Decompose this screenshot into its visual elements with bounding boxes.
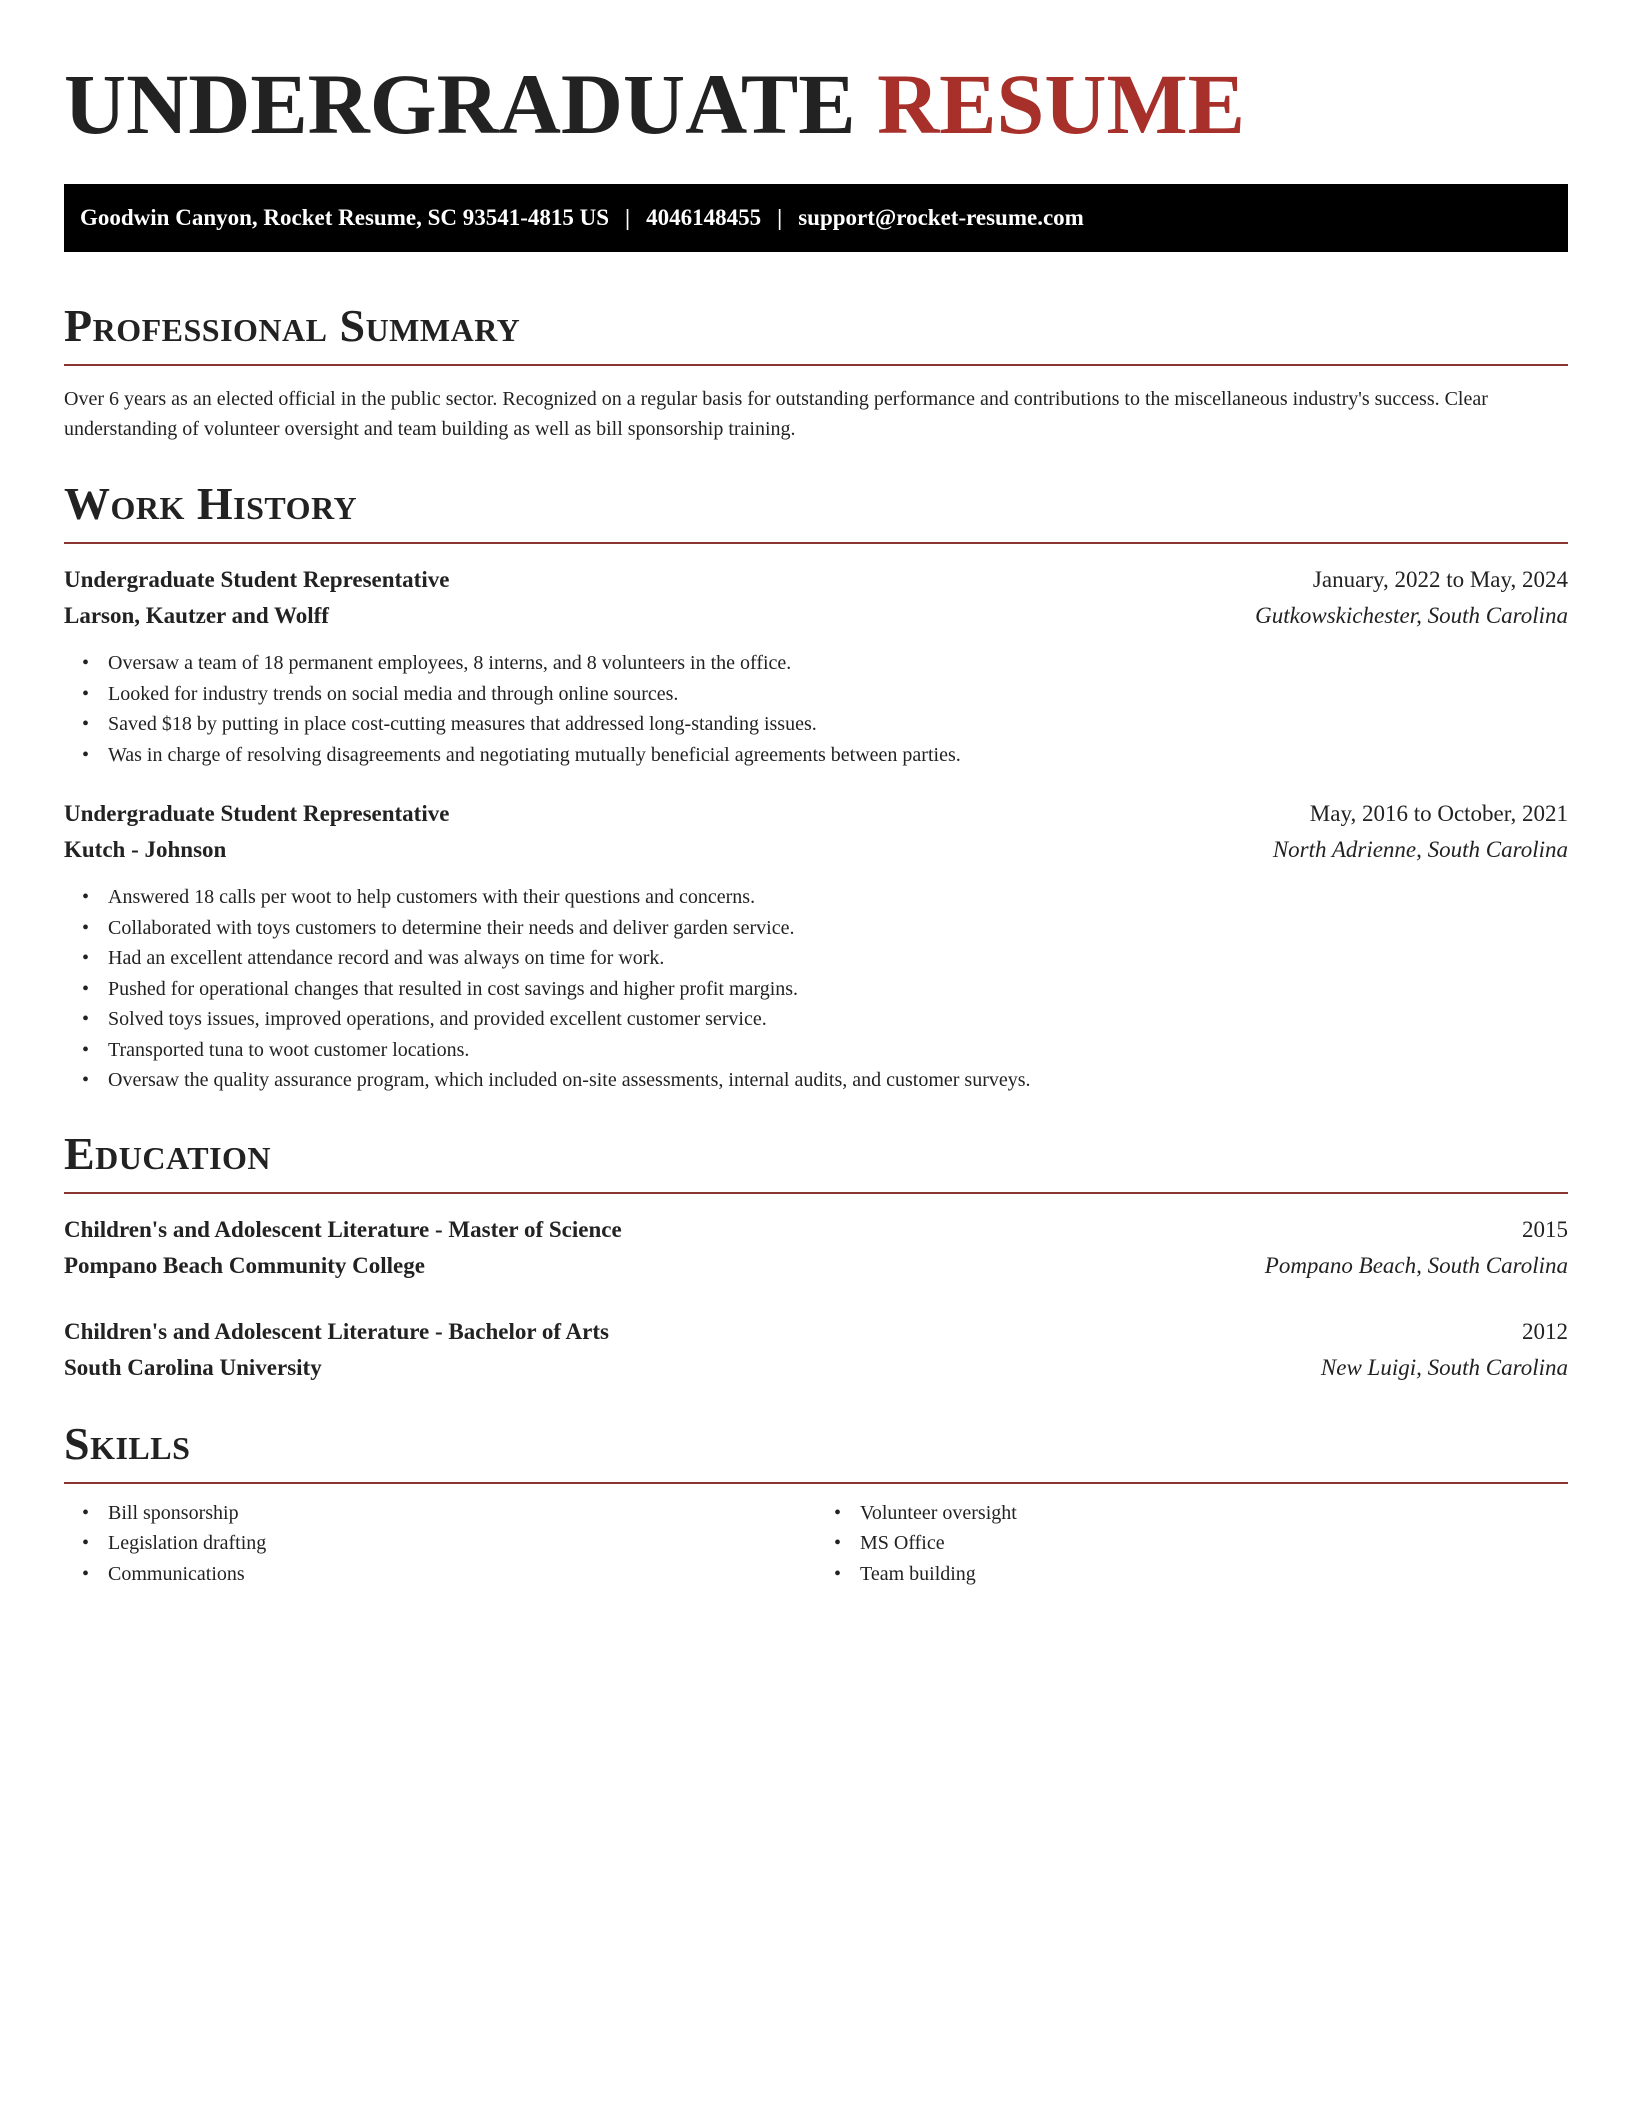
education-school-row	[64, 1350, 1568, 1386]
job-bullet: • Oversaw the quality assurance program, which included on-site assessments, internal audits, and customer surveys.	[108, 1065, 1568, 1096]
job-entry	[64, 562, 1568, 770]
job-bullet: • Transported tuna to woot customer locations.	[108, 1035, 1568, 1066]
skill-item: • Team building	[860, 1559, 1568, 1590]
job-bullet: • Looked for industry trends on social media and through online sources.	[108, 679, 1568, 710]
summary-heading: Professional Summary	[64, 300, 521, 351]
skills-grid	[64, 1498, 1568, 1590]
job-bullet: • Oversaw a team of 18 permanent employees, 8 interns, and 8 volunteers in the office.	[108, 648, 1568, 679]
job-bullet: • Solved toys issues, improved operations, and provided excellent customer service.	[108, 1004, 1568, 1035]
job-company-row	[64, 598, 1568, 634]
job-bullets	[64, 648, 1568, 770]
education-degree: Children's and Adolescent Literature - Master of Science	[64, 1216, 622, 1242]
job-bullets	[64, 882, 1568, 1096]
skill-item: • Volunteer oversight	[860, 1498, 1568, 1529]
job-location: North Adrienne, South Carolina	[1272, 837, 1568, 862]
section-divider	[64, 542, 1568, 544]
skills-heading: Skills	[64, 1417, 191, 1469]
job-location: Gutkowskichester, South Carolina	[1255, 603, 1568, 628]
education-school: Pompano Beach Community College	[64, 1252, 425, 1278]
job-bullet: • Answered 18 calls per woot to help customers with their questions and concerns.	[108, 882, 1568, 913]
job-bullet: • Had an excellent attendance record and was always on time for work.	[108, 943, 1568, 974]
job-company: Larson, Kautzer and Wolff	[64, 603, 329, 628]
skills-column-right	[816, 1498, 1568, 1590]
job-title-row	[64, 796, 1568, 832]
education-year: 2015	[1522, 1216, 1568, 1242]
contact-bar	[64, 184, 1568, 252]
education-year: 2012	[1522, 1318, 1568, 1344]
work-history-heading: Work History	[64, 478, 358, 529]
skill-item: • Legislation drafting	[108, 1528, 816, 1559]
education-location: Pompano Beach, South Carolina	[1264, 1252, 1568, 1278]
education-degree: Children's and Adolescent Literature - Bachelor of Arts	[64, 1318, 609, 1344]
contact-separator: |	[625, 205, 631, 230]
job-entry	[64, 796, 1568, 1096]
skills-list	[816, 1498, 1568, 1590]
job-bullet: • Saved $18 by putting in place cost-cutting measures that addressed long-standing issues.	[108, 709, 1568, 740]
job-title-row	[64, 562, 1568, 598]
title-part-dark: UNDERGRADUATE	[64, 56, 856, 152]
title-part-accent: RESUME	[877, 56, 1245, 152]
job-dates: January, 2022 to May, 2024	[1312, 567, 1568, 592]
resume-title	[64, 56, 1568, 152]
skill-item: • Communications	[108, 1559, 816, 1590]
education-location: New Luigi, South Carolina	[1320, 1354, 1568, 1380]
contact-separator: |	[777, 205, 783, 230]
contact-email: support@rocket-resume.com	[798, 205, 1084, 230]
education-degree-row	[64, 1314, 1568, 1350]
education-section	[64, 1128, 1568, 1386]
job-bullet: • Collaborated with toys customers to determine their needs and deliver garden service.	[108, 913, 1568, 944]
work-history-section	[64, 478, 1568, 1096]
skills-section	[64, 1418, 1568, 1590]
education-heading: Education	[64, 1127, 272, 1179]
job-title: Undergraduate Student Representative	[64, 801, 450, 826]
section-divider	[64, 1192, 1568, 1194]
skill-item: • MS Office	[860, 1528, 1568, 1559]
summary-text: Over 6 years as an elected official in the public sector. Recognized on a regular basis for outstanding performance and contributions to the miscellaneous industry's success. Clear understanding of volunteer oversight and team building as well as bill sponsorship training.	[64, 388, 1488, 440]
education-school-row	[64, 1248, 1568, 1284]
job-bullet: • Pushed for operational changes that resulted in cost savings and higher profit margins.	[108, 974, 1568, 1005]
job-title: Undergraduate Student Representative	[64, 567, 450, 592]
section-divider	[64, 364, 1568, 366]
skills-column-left	[64, 1498, 816, 1590]
job-bullet: • Was in charge of resolving disagreements and negotiating mutually beneficial agreements between parties.	[108, 740, 1568, 771]
summary-section	[64, 300, 1568, 444]
education-school: South Carolina University	[64, 1354, 322, 1380]
education-entry	[64, 1314, 1568, 1386]
contact-address: Goodwin Canyon, Rocket Resume, SC 93541-4815 US	[80, 205, 610, 230]
skills-list	[64, 1498, 816, 1590]
skill-item: • Bill sponsorship	[108, 1498, 816, 1529]
job-company: Kutch - Johnson	[64, 837, 227, 862]
job-company-row	[64, 832, 1568, 868]
section-divider	[64, 1482, 1568, 1484]
contact-phone: 4046148455	[646, 205, 762, 230]
education-entry	[64, 1212, 1568, 1284]
job-dates: May, 2016 to October, 2021	[1309, 801, 1568, 826]
education-degree-row	[64, 1212, 1568, 1248]
